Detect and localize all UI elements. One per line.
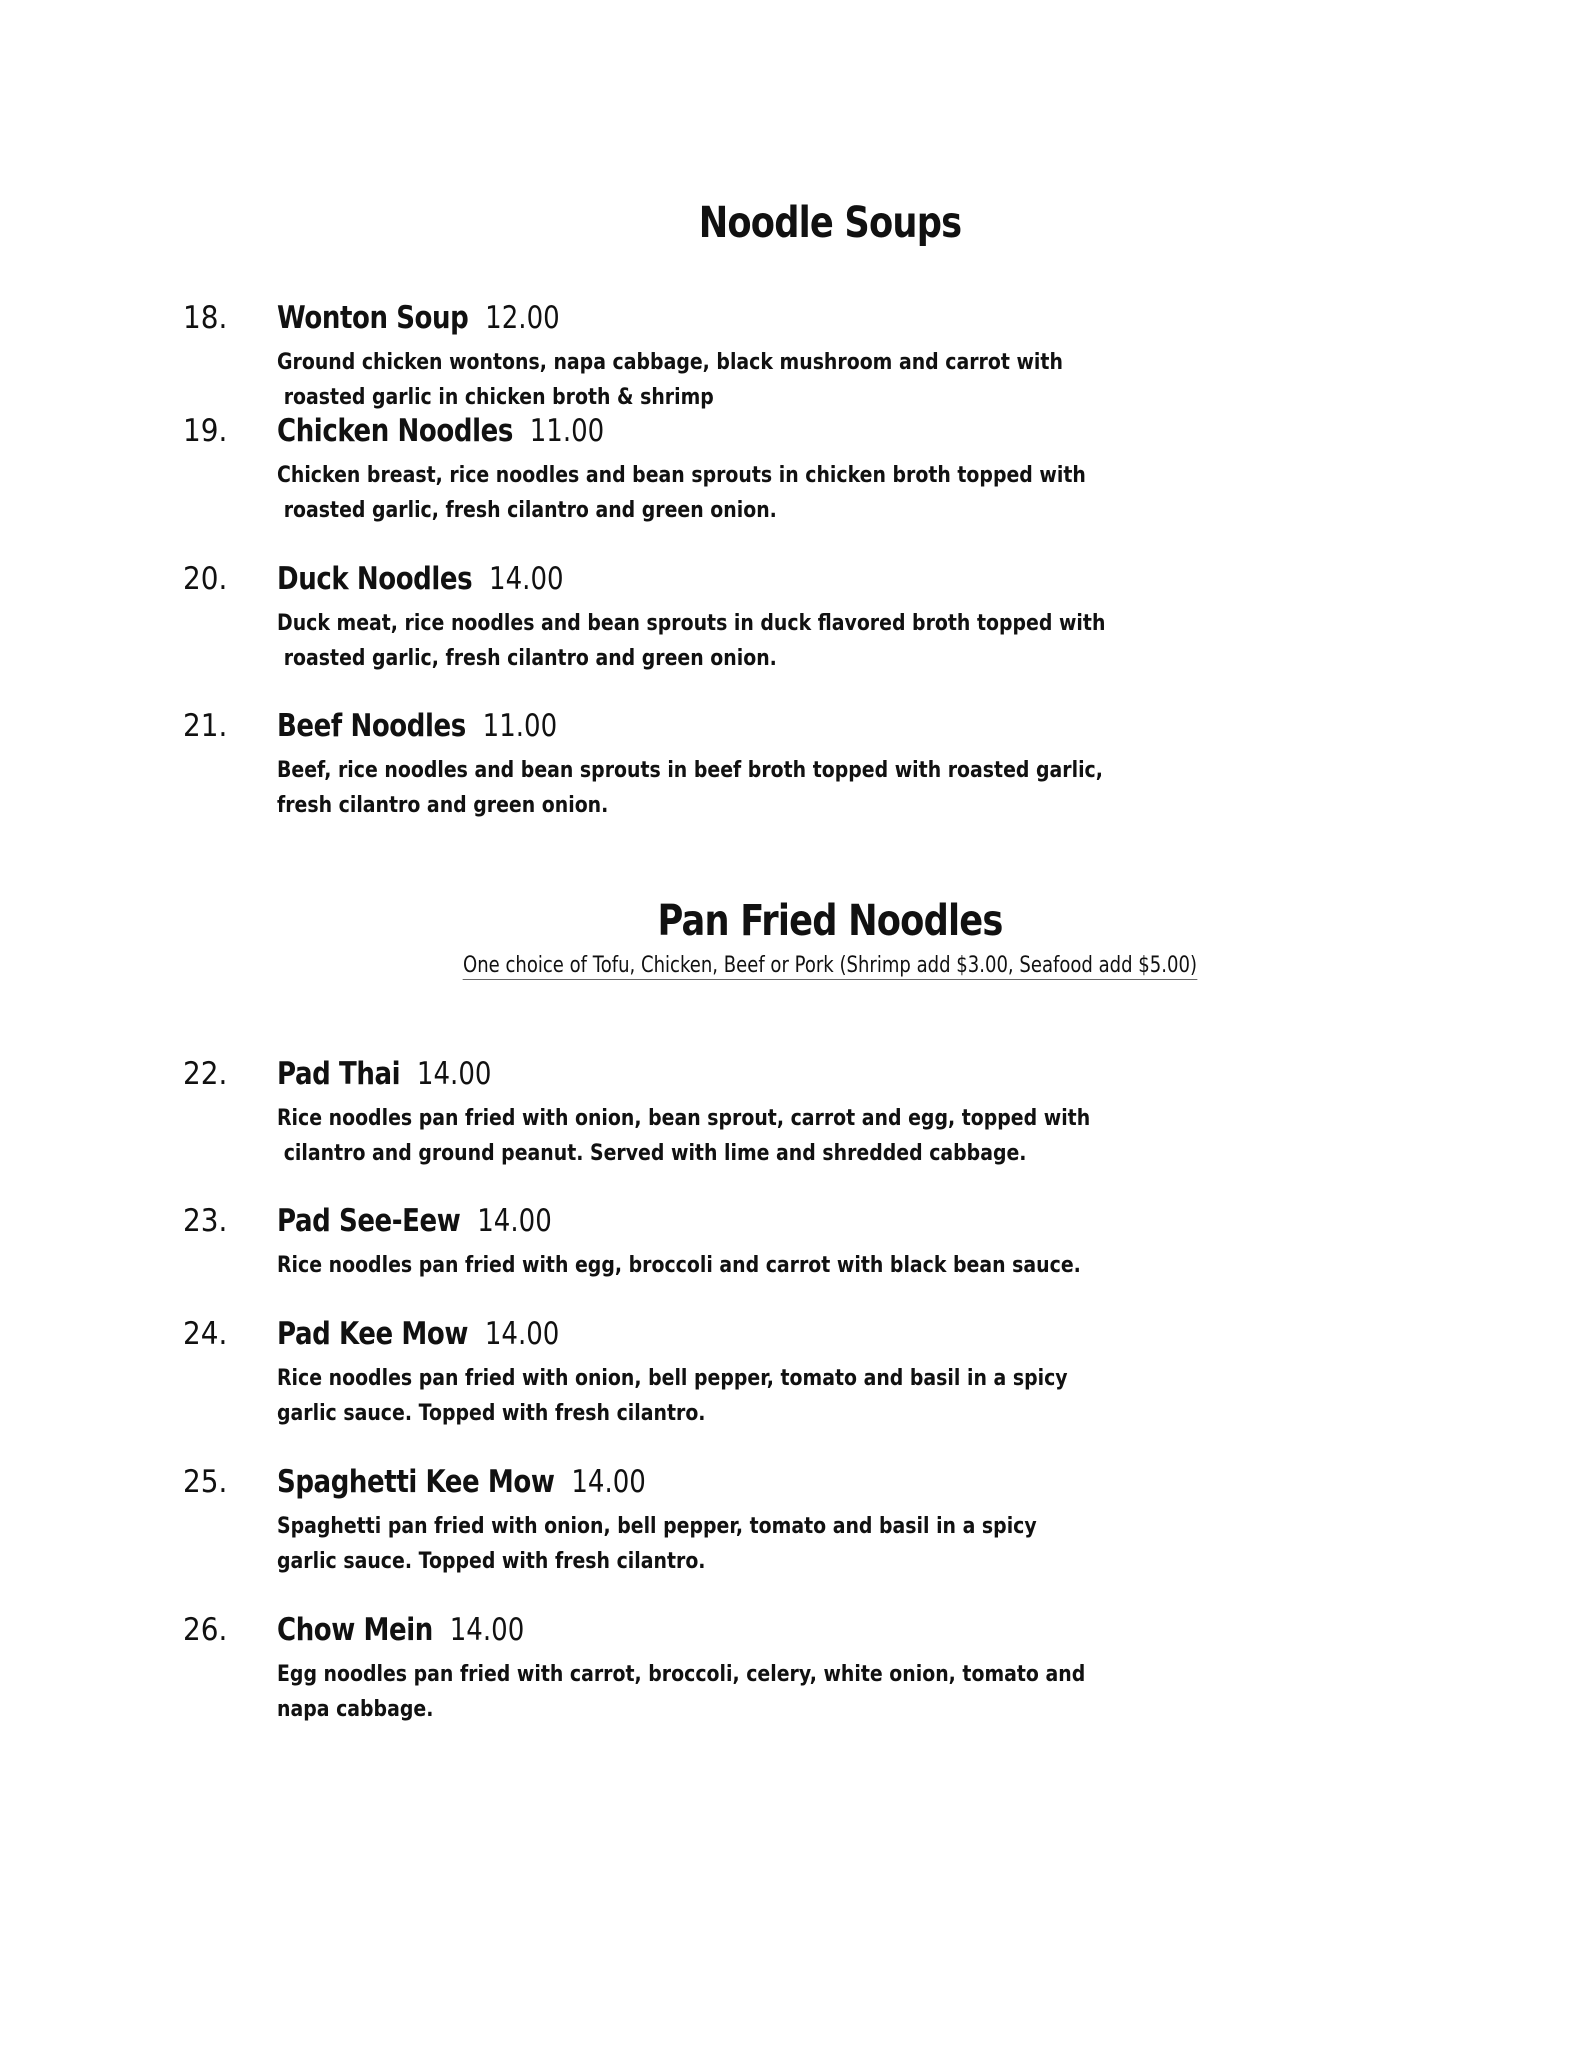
item-header (277, 1316, 559, 1352)
section-subtitle-text: One choice of Tofu, Chicken, Beef or Pork (Shrimp add $3.00, Seafood add $5.00) (463, 953, 1197, 978)
description-line: Duck meat, rice noodles and bean sprouts in duck flavored broth topped with (277, 610, 1106, 636)
item-name: Wonton Soup (277, 300, 469, 336)
item-description (277, 753, 1117, 823)
item-number: 24. (183, 1316, 228, 1352)
item-description (277, 458, 1117, 528)
item-price: 14.00 (449, 1612, 525, 1648)
item-name: Chow Mein (277, 1612, 433, 1648)
description-line: roasted garlic in chicken broth & shrimp (283, 384, 714, 410)
description-line: garlic sauce. Topped with fresh cilantro. (277, 1400, 706, 1426)
item-description (277, 1361, 1117, 1431)
item-header (277, 413, 604, 449)
item-name: Duck Noodles (277, 561, 473, 597)
item-description (277, 1248, 1117, 1283)
section-title-pan-fried-noodles: Pan Fried Noodles (657, 896, 1003, 946)
item-description (277, 345, 1117, 415)
item-header (277, 1203, 552, 1239)
description-line: Chicken breast, rice noodles and bean sprouts in chicken broth topped with (277, 462, 1086, 488)
item-number: 18. (183, 300, 228, 336)
item-header (277, 1464, 646, 1500)
description-line: Spaghetti pan fried with onion, bell pepper, tomato and basil in a spicy (277, 1513, 1037, 1539)
item-number: 20. (183, 561, 228, 597)
item-price: 14.00 (484, 1316, 560, 1352)
item-number: 22. (183, 1056, 228, 1092)
item-name: Beef Noodles (277, 708, 466, 744)
item-name: Pad See-Eew (277, 1203, 461, 1239)
item-name: Pad Kee Mow (277, 1316, 469, 1352)
item-name: Spaghetti Kee Mow (277, 1464, 555, 1500)
description-line: Ground chicken wontons, napa cabbage, black mushroom and carrot with (277, 349, 1063, 375)
item-header (277, 708, 557, 744)
section-title-noodle-soups: Noodle Soups (698, 198, 962, 248)
description-line: Egg noodles pan fried with carrot, broccoli, celery, white onion, tomato and (277, 1661, 1086, 1687)
item-price: 11.00 (529, 413, 605, 449)
description-line: Rice noodles pan fried with egg, broccoli and carrot with black bean sauce. (277, 1252, 1081, 1278)
item-description (277, 606, 1117, 676)
item-number: 21. (183, 708, 228, 744)
description-line: Rice noodles pan fried with onion, bell pepper, tomato and basil in a spicy (277, 1365, 1068, 1391)
description-line: fresh cilantro and green onion. (277, 792, 609, 818)
item-number: 19. (183, 413, 228, 449)
description-line: roasted garlic, fresh cilantro and green onion. (283, 645, 777, 671)
item-price: 11.00 (482, 708, 558, 744)
item-price: 12.00 (485, 300, 560, 336)
item-price: 14.00 (571, 1464, 646, 1500)
description-line: napa cabbage. (277, 1696, 434, 1722)
item-description (277, 1101, 1117, 1171)
item-header (277, 561, 564, 597)
description-line: Beef, rice noodles and bean sprouts in beef broth topped with roasted garlic, (277, 757, 1103, 783)
description-line: Rice noodles pan fried with onion, bean sprout, carrot and egg, topped with (277, 1105, 1091, 1131)
item-description (277, 1509, 1117, 1579)
section-subtitle (149, 953, 1510, 978)
item-price: 14.00 (489, 561, 564, 597)
item-number: 26. (183, 1612, 228, 1648)
item-header (277, 1612, 524, 1648)
item-number: 23. (183, 1203, 228, 1239)
description-line: garlic sauce. Topped with fresh cilantro. (277, 1548, 706, 1574)
item-header (277, 1056, 491, 1092)
description-line: cilantro and ground peanut. Served with lime and shredded cabbage. (283, 1140, 1027, 1166)
description-line: roasted garlic, fresh cilantro and green onion. (283, 497, 777, 523)
item-description (277, 1657, 1117, 1727)
item-name: Chicken Noodles (277, 413, 513, 449)
item-price: 14.00 (477, 1203, 552, 1239)
item-price: 14.00 (416, 1056, 492, 1092)
item-number: 25. (183, 1464, 228, 1500)
item-header (277, 300, 560, 336)
item-name: Pad Thai (277, 1056, 401, 1092)
